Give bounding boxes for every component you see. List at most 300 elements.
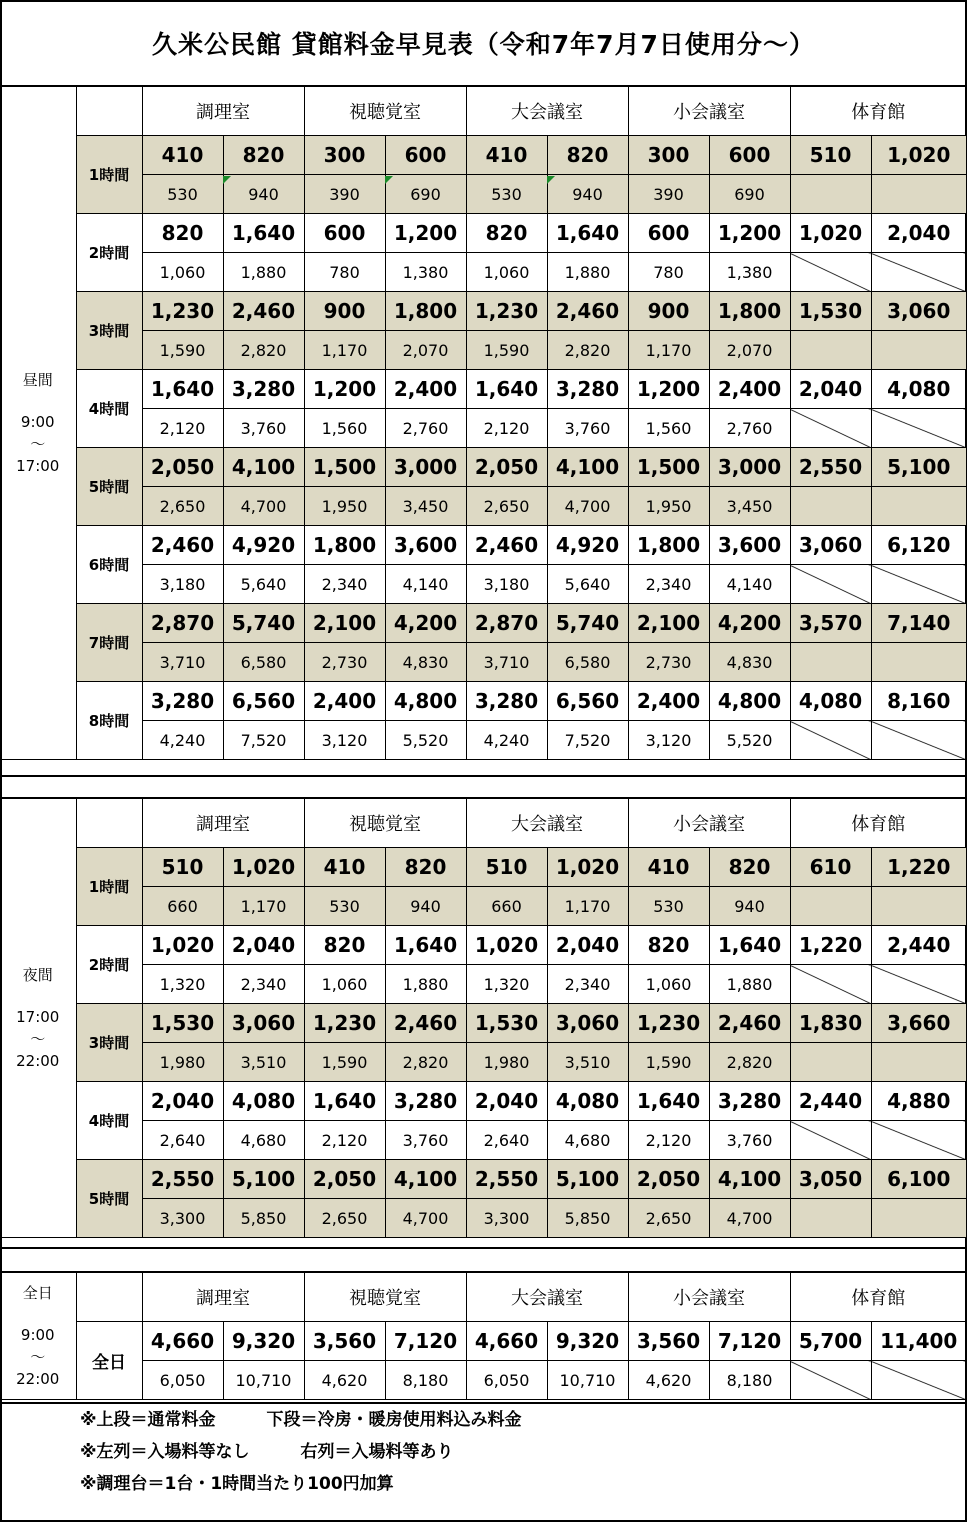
- fee-with-aircon: 4,620: [304, 1361, 385, 1400]
- not-applicable-cell: [871, 721, 967, 760]
- fee-with-aircon: 3,120: [304, 721, 385, 760]
- fee-row-upper: [0, 448, 967, 487]
- notes: [80, 1404, 522, 1500]
- fee-normal: 2,440: [790, 1082, 871, 1121]
- fee-with-aircon: 8,180: [385, 1361, 466, 1400]
- fee-with-aircon: 1,980: [466, 1043, 547, 1082]
- fee-normal: 1,020: [142, 926, 223, 965]
- fee-normal: 3,600: [385, 526, 466, 565]
- fee-normal: 6,120: [871, 526, 967, 565]
- fee-with-aircon: 1,170: [304, 331, 385, 370]
- fee-normal: 4,080: [871, 370, 967, 409]
- fee-with-aircon: 2,820: [223, 331, 304, 370]
- duration-label: 3時間: [76, 292, 142, 370]
- spacer: [0, 986, 76, 1006]
- fee-normal: 3,050: [790, 1160, 871, 1199]
- duration-label: 2時間: [76, 926, 142, 1004]
- fee-normal: 1,500: [304, 448, 385, 487]
- fee-normal: 2,550: [142, 1160, 223, 1199]
- room-header: 視聴覚室: [304, 799, 466, 848]
- not-applicable-cell: [871, 1043, 967, 1082]
- fee-with-aircon: 1,060: [466, 253, 547, 292]
- fee-normal: 1,640: [304, 1082, 385, 1121]
- duration-label: 8時間: [76, 682, 142, 760]
- fee-row-upper: [0, 136, 967, 175]
- fee-with-aircon: 4,240: [142, 721, 223, 760]
- fee-normal: 2,460: [709, 1004, 790, 1043]
- fee-normal: 4,080: [790, 682, 871, 721]
- fee-normal: 1,640: [466, 370, 547, 409]
- corner-cell: [76, 87, 142, 136]
- fee-normal: 3,060: [547, 1004, 628, 1043]
- fee-with-aircon: 2,760: [709, 409, 790, 448]
- fee-with-aircon: 1,320: [466, 965, 547, 1004]
- duration-label: 2時間: [76, 214, 142, 292]
- fee-with-aircon: 4,830: [385, 643, 466, 682]
- fee-with-aircon: 5,640: [223, 565, 304, 604]
- fee-normal: 1,640: [547, 214, 628, 253]
- not-applicable-cell: [871, 409, 967, 448]
- section-divider-1: [0, 775, 967, 777]
- fee-with-aircon: 2,730: [628, 643, 709, 682]
- fee-normal: 1,200: [385, 214, 466, 253]
- fee-row-upper: [0, 1322, 967, 1361]
- fee-with-aircon: 2,820: [547, 331, 628, 370]
- fee-with-aircon: 4,140: [385, 565, 466, 604]
- fee-with-aircon: 4,700: [709, 1199, 790, 1238]
- fee-normal: 5,100: [223, 1160, 304, 1199]
- note-1: ※上段＝通常料金 下段＝冷房・暖房使用料込み料金: [80, 1410, 522, 1430]
- fee-normal: 4,200: [385, 604, 466, 643]
- fee-row-upper: [0, 214, 967, 253]
- fee-with-aircon: 3,760: [223, 409, 304, 448]
- fee-row-upper: [0, 682, 967, 721]
- header-row: [0, 799, 967, 848]
- fee-with-aircon: 1,590: [628, 1043, 709, 1082]
- room-header: 大会議室: [466, 87, 628, 136]
- fee-table-night: [0, 798, 967, 1238]
- fee-with-aircon: 4,700: [385, 1199, 466, 1238]
- fee-normal: 2,460: [385, 1004, 466, 1043]
- fee-with-aircon: 2,340: [304, 565, 385, 604]
- fee-row-lower: [0, 721, 967, 760]
- fee-with-aircon: 4,700: [223, 487, 304, 526]
- fee-normal: 410: [142, 136, 223, 175]
- fee-with-aircon: 2,820: [385, 1043, 466, 1082]
- fee-normal: 4,080: [223, 1082, 304, 1121]
- fee-normal: 1,500: [628, 448, 709, 487]
- fee-with-aircon: 2,340: [223, 965, 304, 1004]
- fee-normal: 1,200: [304, 370, 385, 409]
- fee-normal: 8,160: [871, 682, 967, 721]
- fee-normal: 4,080: [547, 1082, 628, 1121]
- corner-cell: [76, 799, 142, 848]
- fee-normal: 1,230: [142, 292, 223, 331]
- not-applicable-cell: [790, 643, 871, 682]
- not-applicable-cell: [871, 331, 967, 370]
- not-applicable-cell: [790, 487, 871, 526]
- fee-normal: 1,020: [223, 848, 304, 887]
- fee-normal: 2,400: [628, 682, 709, 721]
- fee-with-aircon: 530: [628, 887, 709, 926]
- note-3: ※調理台＝1台・1時間当たり100円加算: [80, 1474, 394, 1494]
- fee-with-aircon: 390: [304, 175, 385, 214]
- not-applicable-cell: [871, 175, 967, 214]
- fee-with-aircon: 940: [709, 887, 790, 926]
- fee-normal: 4,100: [223, 448, 304, 487]
- room-header: 体育館: [790, 1273, 967, 1322]
- fee-with-aircon: 2,650: [142, 487, 223, 526]
- not-applicable-cell: [871, 1199, 967, 1238]
- comment-marker-icon: [385, 176, 393, 184]
- fee-normal: 3,000: [385, 448, 466, 487]
- fee-normal: 820: [142, 214, 223, 253]
- time-period-label: [0, 1273, 76, 1400]
- fee-with-aircon: 1,950: [628, 487, 709, 526]
- duration-label: 3時間: [76, 1004, 142, 1082]
- fee-with-aircon: 4,240: [466, 721, 547, 760]
- fee-with-aircon: 5,850: [547, 1199, 628, 1238]
- fee-with-aircon: 6,580: [223, 643, 304, 682]
- fee-normal: 1,200: [709, 214, 790, 253]
- fee-with-aircon: 690: [709, 175, 790, 214]
- fee-with-aircon: 4,680: [223, 1121, 304, 1160]
- fee-row-lower: [0, 253, 967, 292]
- fee-with-aircon: 940: [385, 887, 466, 926]
- fee-normal: 5,740: [223, 604, 304, 643]
- fee-with-aircon: 2,640: [466, 1121, 547, 1160]
- fee-normal: 4,920: [223, 526, 304, 565]
- period-line: 全日: [22, 1284, 53, 1302]
- fee-with-aircon: 390: [628, 175, 709, 214]
- fee-normal: 4,660: [466, 1322, 547, 1361]
- fee-with-aircon: 5,640: [547, 565, 628, 604]
- room-header: 大会議室: [466, 799, 628, 848]
- fee-with-aircon: 1,590: [466, 331, 547, 370]
- room-header: 視聴覚室: [304, 1273, 466, 1322]
- not-applicable-cell: [790, 721, 871, 760]
- fee-normal: 4,200: [709, 604, 790, 643]
- fee-with-aircon: 1,980: [142, 1043, 223, 1082]
- fee-normal: 1,830: [790, 1004, 871, 1043]
- not-applicable-cell: [790, 175, 871, 214]
- fee-normal: 2,460: [223, 292, 304, 331]
- fee-normal: 3,280: [466, 682, 547, 721]
- fee-normal: 2,040: [871, 214, 967, 253]
- duration-label: 6時間: [76, 526, 142, 604]
- fee-normal: 3,060: [871, 292, 967, 331]
- fee-with-aircon: 530: [304, 887, 385, 926]
- fee-normal: 820: [223, 136, 304, 175]
- not-applicable-cell: [871, 487, 967, 526]
- fee-with-aircon: 2,120: [466, 409, 547, 448]
- not-applicable-cell: [790, 1199, 871, 1238]
- room-header: 調理室: [142, 799, 304, 848]
- fee-with-aircon: 1,950: [304, 487, 385, 526]
- fee-normal: 600: [628, 214, 709, 253]
- fee-with-aircon: 3,710: [466, 643, 547, 682]
- duration-label: 全日: [76, 1322, 142, 1400]
- fee-row-upper: [0, 1160, 967, 1199]
- fee-normal: 600: [709, 136, 790, 175]
- room-header: 小会議室: [628, 87, 790, 136]
- fee-normal: 820: [547, 136, 628, 175]
- fee-normal: 2,050: [628, 1160, 709, 1199]
- fee-normal: 4,100: [547, 448, 628, 487]
- fee-row-lower: [0, 1361, 967, 1400]
- fee-with-aircon: 3,510: [547, 1043, 628, 1082]
- not-applicable-cell: [871, 887, 967, 926]
- fee-normal: 5,100: [871, 448, 967, 487]
- not-applicable-cell: [871, 1121, 967, 1160]
- fee-with-aircon: 780: [628, 253, 709, 292]
- fee-normal: 600: [304, 214, 385, 253]
- fee-normal: 3,280: [709, 1082, 790, 1121]
- period-line: ～: [30, 1030, 46, 1048]
- fee-with-aircon: 10,710: [223, 1361, 304, 1400]
- fee-normal: 1,530: [142, 1004, 223, 1043]
- fee-normal: 2,050: [304, 1160, 385, 1199]
- duration-label: 5時間: [76, 1160, 142, 1238]
- fee-row-upper: [0, 526, 967, 565]
- duration-label: 1時間: [76, 848, 142, 926]
- fee-normal: 3,280: [385, 1082, 466, 1121]
- fee-normal: 1,640: [709, 926, 790, 965]
- duration-label: 4時間: [76, 1082, 142, 1160]
- period-line: ～: [30, 1348, 46, 1366]
- fee-table-allday: [0, 1272, 967, 1400]
- fee-row-upper: [0, 604, 967, 643]
- fee-normal: 9,320: [547, 1322, 628, 1361]
- fee-with-aircon: 1,590: [304, 1043, 385, 1082]
- fee-normal: 410: [304, 848, 385, 887]
- fee-with-aircon: 1,380: [709, 253, 790, 292]
- fee-normal: 2,550: [466, 1160, 547, 1199]
- spacer: [0, 1304, 76, 1324]
- fee-normal: 3,280: [223, 370, 304, 409]
- period-line: 17:00: [16, 1008, 60, 1026]
- fee-with-aircon: 3,760: [709, 1121, 790, 1160]
- fee-normal: 2,460: [547, 292, 628, 331]
- fee-normal: 820: [304, 926, 385, 965]
- section-divider-2: [0, 797, 967, 799]
- fee-normal: 7,120: [385, 1322, 466, 1361]
- period-line: 9:00: [20, 1326, 55, 1344]
- fee-with-aircon: 5,520: [709, 721, 790, 760]
- fee-normal: 3,060: [223, 1004, 304, 1043]
- fee-with-aircon: 1,170: [547, 887, 628, 926]
- fee-normal: 1,640: [142, 370, 223, 409]
- fee-with-aircon: 1,170: [223, 887, 304, 926]
- time-period-label: [0, 799, 76, 1238]
- fee-normal: 7,120: [709, 1322, 790, 1361]
- fee-normal: 2,100: [304, 604, 385, 643]
- fee-with-aircon: 1,880: [547, 253, 628, 292]
- fee-normal: 2,870: [466, 604, 547, 643]
- fee-with-aircon: 10,710: [547, 1361, 628, 1400]
- room-header: 調理室: [142, 1273, 304, 1322]
- fee-normal: 1,800: [304, 526, 385, 565]
- room-header: 体育館: [790, 87, 967, 136]
- fee-normal: 2,050: [142, 448, 223, 487]
- fee-normal: 3,560: [628, 1322, 709, 1361]
- fee-normal: 900: [628, 292, 709, 331]
- fee-with-aircon: 5,850: [223, 1199, 304, 1238]
- fee-with-aircon: 2,730: [304, 643, 385, 682]
- header-row: [0, 1273, 967, 1322]
- fee-normal: 6,560: [547, 682, 628, 721]
- fee-row-lower: [0, 1121, 967, 1160]
- fee-normal: 1,530: [466, 1004, 547, 1043]
- fee-normal: 600: [385, 136, 466, 175]
- fee-with-aircon: 4,700: [547, 487, 628, 526]
- fee-normal: 900: [304, 292, 385, 331]
- fee-normal: 1,220: [871, 848, 967, 887]
- fee-normal: 1,230: [628, 1004, 709, 1043]
- header-row: [0, 87, 967, 136]
- not-applicable-cell: [790, 253, 871, 292]
- fee-with-aircon: 2,820: [709, 1043, 790, 1082]
- fee-normal: 1,800: [385, 292, 466, 331]
- duration-label: 1時間: [76, 136, 142, 214]
- fee-normal: 3,600: [709, 526, 790, 565]
- fee-normal: 1,230: [466, 292, 547, 331]
- comment-marker-icon: [547, 176, 555, 184]
- fee-with-aircon: 530: [142, 175, 223, 214]
- fee-with-aircon: 4,680: [547, 1121, 628, 1160]
- fee-with-aircon: 1,060: [304, 965, 385, 1004]
- fee-normal: 510: [142, 848, 223, 887]
- fee-row-lower: [0, 887, 967, 926]
- comment-marker-icon: [223, 176, 231, 184]
- fee-normal: 1,220: [790, 926, 871, 965]
- fee-row-lower: [0, 965, 967, 1004]
- fee-normal: 4,880: [871, 1082, 967, 1121]
- spacer: [0, 391, 76, 411]
- fee-with-aircon: 2,070: [385, 331, 466, 370]
- fee-normal: 4,100: [385, 1160, 466, 1199]
- fee-with-aircon: 4,620: [628, 1361, 709, 1400]
- fee-with-aircon: 660: [142, 887, 223, 926]
- fee-row-upper: [0, 926, 967, 965]
- fee-with-aircon: 1,060: [142, 253, 223, 292]
- fee-normal: 820: [709, 848, 790, 887]
- fee-normal: 2,050: [466, 448, 547, 487]
- fee-with-aircon: 1,560: [304, 409, 385, 448]
- fee-with-aircon: 3,510: [223, 1043, 304, 1082]
- not-applicable-cell: [790, 1043, 871, 1082]
- fee-with-aircon: 2,650: [304, 1199, 385, 1238]
- fee-normal: 2,460: [466, 526, 547, 565]
- fee-with-aircon: 3,120: [628, 721, 709, 760]
- fee-normal: 4,800: [385, 682, 466, 721]
- fee-normal: 1,640: [628, 1082, 709, 1121]
- fee-normal: 4,660: [142, 1322, 223, 1361]
- not-applicable-cell: [871, 253, 967, 292]
- fee-row-upper: [0, 370, 967, 409]
- fee-with-aircon: 530: [466, 175, 547, 214]
- time-period-label: [0, 87, 76, 760]
- fee-normal: 3,560: [304, 1322, 385, 1361]
- fee-with-aircon: 2,760: [385, 409, 466, 448]
- fee-with-aircon: 4,140: [709, 565, 790, 604]
- period-line: 夜間: [22, 966, 53, 984]
- fee-with-aircon: 2,650: [628, 1199, 709, 1238]
- period-line: 17:00: [16, 457, 60, 475]
- fee-with-aircon: 5,520: [385, 721, 466, 760]
- fee-normal: 3,280: [142, 682, 223, 721]
- fee-normal: 2,040: [790, 370, 871, 409]
- fee-with-aircon: 3,760: [385, 1121, 466, 1160]
- fee-normal: 11,400: [871, 1322, 967, 1361]
- fee-normal: 3,060: [790, 526, 871, 565]
- fee-with-aircon: 940: [547, 175, 628, 214]
- fee-normal: 2,040: [547, 926, 628, 965]
- fee-row-lower: [0, 565, 967, 604]
- fee-with-aircon: 1,880: [709, 965, 790, 1004]
- not-applicable-cell: [871, 565, 967, 604]
- fee-with-aircon: 1,320: [142, 965, 223, 1004]
- fee-row-upper: [0, 1082, 967, 1121]
- fee-normal: 820: [385, 848, 466, 887]
- fee-row-lower: [0, 331, 967, 370]
- fee-normal: 3,660: [871, 1004, 967, 1043]
- not-applicable-cell: [871, 965, 967, 1004]
- fee-normal: 2,400: [709, 370, 790, 409]
- fee-with-aircon: 1,380: [385, 253, 466, 292]
- fee-row-lower: [0, 409, 967, 448]
- fee-normal: 3,000: [709, 448, 790, 487]
- room-header: 大会議室: [466, 1273, 628, 1322]
- fee-normal: 6,100: [871, 1160, 967, 1199]
- not-applicable-cell: [790, 965, 871, 1004]
- fee-normal: 4,100: [709, 1160, 790, 1199]
- fee-with-aircon: 2,120: [304, 1121, 385, 1160]
- fee-normal: 6,560: [223, 682, 304, 721]
- fee-with-aircon: 4,830: [709, 643, 790, 682]
- fee-normal: 1,230: [304, 1004, 385, 1043]
- fee-with-aircon: 6,580: [547, 643, 628, 682]
- section-divider-4: [0, 1271, 967, 1273]
- fee-normal: 1,200: [628, 370, 709, 409]
- fee-normal: 2,550: [790, 448, 871, 487]
- fee-normal: 3,570: [790, 604, 871, 643]
- fee-row-lower: [0, 1199, 967, 1238]
- fee-normal: 1,020: [547, 848, 628, 887]
- room-header: 視聴覚室: [304, 87, 466, 136]
- fee-normal: 610: [790, 848, 871, 887]
- section-divider-3: [0, 1247, 967, 1249]
- not-applicable-cell: [790, 887, 871, 926]
- fee-with-aircon: 1,060: [628, 965, 709, 1004]
- fee-normal: 2,400: [385, 370, 466, 409]
- fee-table-day: [0, 86, 967, 760]
- fee-with-aircon: 1,170: [628, 331, 709, 370]
- fee-with-aircon: 3,300: [142, 1199, 223, 1238]
- fee-normal: 2,100: [628, 604, 709, 643]
- fee-with-aircon: 2,120: [142, 409, 223, 448]
- fee-with-aircon: 3,710: [142, 643, 223, 682]
- not-applicable-cell: [790, 331, 871, 370]
- fee-normal: 7,140: [871, 604, 967, 643]
- fee-normal: 1,800: [709, 292, 790, 331]
- fee-normal: 300: [628, 136, 709, 175]
- fee-with-aircon: 6,050: [466, 1361, 547, 1400]
- fee-with-aircon: 3,300: [466, 1199, 547, 1238]
- fee-normal: 4,800: [709, 682, 790, 721]
- fee-row-lower: [0, 175, 967, 214]
- fee-normal: 2,440: [871, 926, 967, 965]
